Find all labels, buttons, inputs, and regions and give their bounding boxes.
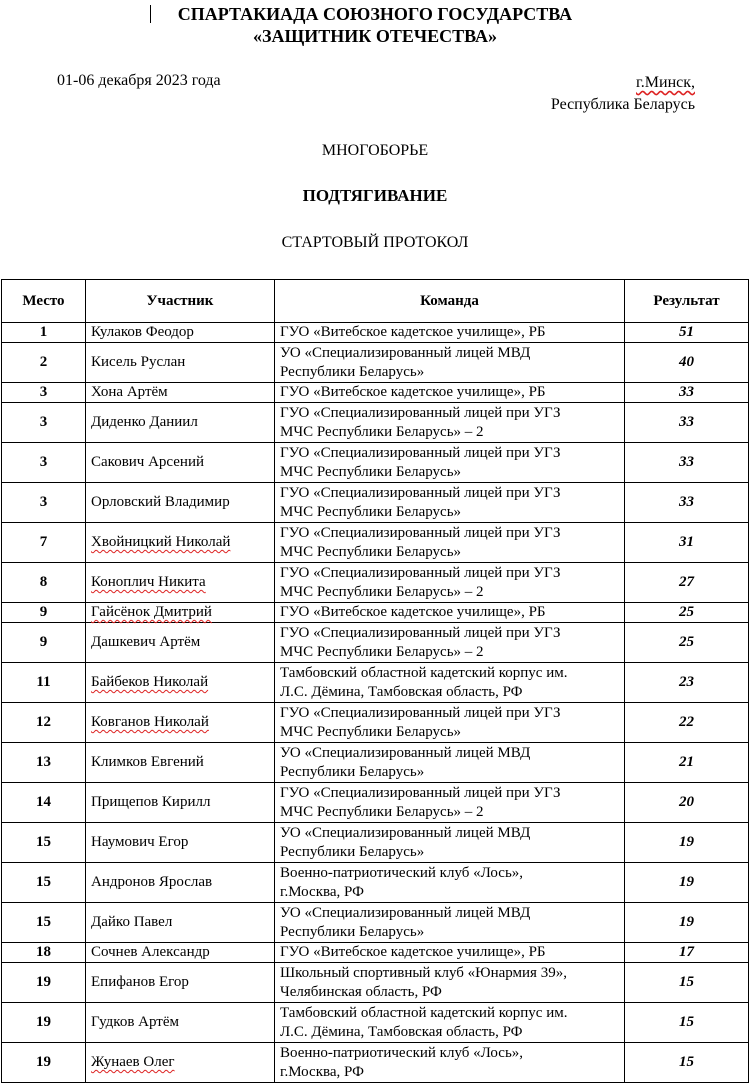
table-row (2, 663, 749, 703)
table-row (2, 1043, 749, 1083)
cell-team (275, 963, 625, 1003)
table-row (2, 343, 749, 383)
participant-name: Орловский Владимир (91, 494, 230, 510)
participant-name: Жунаев Олег (91, 1054, 175, 1070)
cell-participant (86, 323, 275, 343)
team-line: ГУО «Витебское кадетское училище», РБ (280, 944, 546, 960)
cell-participant (86, 943, 275, 963)
column-header-team: Команда (275, 280, 625, 323)
cell-team (275, 343, 625, 383)
participant-name: Коноплич Никита (91, 574, 206, 590)
cell-result: 15 (625, 1003, 749, 1043)
cell-result: 15 (625, 1043, 749, 1083)
cell-place: 12 (2, 703, 86, 743)
team-line: МЧС Республики Беларусь» – 2 (280, 423, 484, 440)
table-row (2, 403, 749, 443)
cell-place: 2 (2, 343, 86, 383)
cell-result: 51 (625, 323, 749, 343)
table-row (2, 963, 749, 1003)
cell-team (275, 823, 625, 863)
cell-team (275, 1043, 625, 1083)
cell-participant (86, 623, 275, 663)
cell-team (275, 483, 625, 523)
table-row (2, 623, 749, 663)
team-line: Республики Беларусь» (280, 923, 425, 940)
team-line: МЧС Республики Беларусь» (280, 503, 462, 520)
cell-participant (86, 383, 275, 403)
team-line: г.Москва, РФ (280, 1063, 364, 1080)
team-line: ГУО «Витебское кадетское училище», РБ (280, 384, 546, 400)
participant-name: Андронов Ярослав (91, 874, 213, 890)
cell-team (275, 703, 625, 743)
participant-name: Наумович Егор (91, 834, 189, 850)
cell-team (275, 623, 625, 663)
participant-name: Кисель Руслан (91, 354, 186, 370)
table-row (2, 943, 749, 963)
team-line: УО «Специализированный лицей МВД (280, 904, 531, 921)
cell-participant (86, 823, 275, 863)
cell-result: 15 (625, 963, 749, 1003)
cell-participant (86, 483, 275, 523)
cell-team (275, 563, 625, 603)
cell-place: 8 (2, 563, 86, 603)
team-line: ГУО «Специализированный лицей при УГЗ (280, 404, 561, 421)
cell-place: 19 (2, 1003, 86, 1043)
cell-team (275, 443, 625, 483)
cell-place: 15 (2, 823, 86, 863)
team-line: Республики Беларусь» (280, 363, 425, 380)
cell-participant (86, 703, 275, 743)
team-line: ГУО «Специализированный лицей при УГЗ (280, 564, 561, 581)
cell-result: 33 (625, 383, 749, 403)
participant-name: Дашкевич Артём (91, 634, 201, 650)
team-line: МЧС Республики Беларусь» (280, 463, 462, 480)
column-header-result: Результат (625, 280, 749, 323)
participant-name: Ковганов Николай (91, 714, 209, 730)
participant-name: Климков Евгений (91, 754, 204, 770)
event-location (551, 72, 695, 116)
cell-result: 23 (625, 663, 749, 703)
cell-participant (86, 403, 275, 443)
team-line: ГУО «Специализированный лицей при УГЗ (280, 444, 561, 461)
cell-participant (86, 563, 275, 603)
cell-participant (86, 663, 275, 703)
cell-place: 15 (2, 903, 86, 943)
table-row (2, 383, 749, 403)
participant-name: Хона Артём (91, 384, 168, 400)
team-line: Военно-патриотический клуб «Лось», (280, 1044, 524, 1061)
cell-place: 3 (2, 403, 86, 443)
team-line: Республики Беларусь» (280, 843, 425, 860)
table-row (2, 903, 749, 943)
cell-result: 40 (625, 343, 749, 383)
column-header-place: Место (2, 280, 86, 323)
title-line-1: СПАРТАКИАДА СОЮЗНОГО ГОСУДАРСТВА (177, 4, 573, 24)
participant-name: Хвойницкий Николай (91, 534, 231, 550)
participant-name: Сочнев Александр (91, 944, 210, 960)
participant-name: Сакович Арсений (91, 454, 205, 470)
cell-place: 3 (2, 483, 86, 523)
cell-participant (86, 963, 275, 1003)
table-row (2, 443, 749, 483)
team-line: г.Москва, РФ (280, 883, 364, 900)
cell-result: 33 (625, 443, 749, 483)
table-row (2, 703, 749, 743)
table-row (2, 523, 749, 563)
cell-result: 25 (625, 623, 749, 663)
participant-name: Гудков Артём (91, 1014, 179, 1030)
table-row (2, 1003, 749, 1043)
cell-place: 13 (2, 743, 86, 783)
cell-team (275, 663, 625, 703)
cell-team (275, 603, 625, 623)
cell-result: 31 (625, 523, 749, 563)
table-row (2, 483, 749, 523)
cell-result: 17 (625, 943, 749, 963)
team-line: МЧС Республики Беларусь» (280, 543, 462, 560)
team-line: ГУО «Специализированный лицей при УГЗ (280, 784, 561, 801)
cell-team (275, 1003, 625, 1043)
participant-name: Кулаков Феодор (91, 324, 194, 340)
event-city: г.Минск, (636, 74, 695, 91)
table-row (2, 783, 749, 823)
team-line: ГУО «Витебское кадетское училище», РБ (280, 324, 546, 340)
cell-participant (86, 1043, 275, 1083)
cell-result: 19 (625, 903, 749, 943)
cell-result: 22 (625, 703, 749, 743)
participant-name: Дайко Павел (91, 914, 173, 930)
team-line: УО «Специализированный лицей МВД (280, 744, 531, 761)
team-line: Л.С. Дёмина, Тамбовская область, РФ (280, 1023, 523, 1040)
cell-team (275, 863, 625, 903)
protocol-heading: СТАРТОВЫЙ ПРОТОКОЛ (281, 234, 469, 251)
team-line: УО «Специализированный лицей МВД (280, 344, 531, 361)
table-row (2, 563, 749, 603)
cell-participant (86, 523, 275, 563)
cell-result: 33 (625, 403, 749, 443)
cell-result: 27 (625, 563, 749, 603)
team-line: ГУО «Специализированный лицей при УГЗ (280, 484, 561, 501)
table-row (2, 823, 749, 863)
cell-place: 18 (2, 943, 86, 963)
cell-participant (86, 443, 275, 483)
participant-name: Байбеков Николай (91, 674, 209, 690)
cell-result: 25 (625, 603, 749, 623)
cell-place: 1 (2, 323, 86, 343)
team-line: ГУО «Специализированный лицей при УГЗ (280, 624, 561, 641)
participant-name: Гайсёнок Дмитрий (91, 604, 212, 620)
title-line-2: «ЗАЩИТНИК ОТЕЧЕСТВА» (253, 26, 497, 46)
table-row (2, 603, 749, 623)
team-line: ГУО «Специализированный лицей при УГЗ (280, 704, 561, 721)
cell-participant (86, 1003, 275, 1043)
event-date: 01-06 декабря 2023 года (57, 72, 221, 89)
participant-name: Прищепов Кирилл (91, 794, 211, 810)
team-line: МЧС Республики Беларусь» – 2 (280, 803, 484, 820)
event-country: Республика Беларусь (550, 96, 695, 113)
cell-result: 33 (625, 483, 749, 523)
cell-place: 3 (2, 383, 86, 403)
cell-team (275, 523, 625, 563)
cell-team (275, 783, 625, 823)
team-line: ГУО «Витебское кадетское училище», РБ (280, 604, 546, 620)
team-line: МЧС Республики Беларусь» – 2 (280, 583, 484, 600)
table-row (2, 863, 749, 903)
results-table (1, 279, 749, 1083)
table-body (2, 323, 749, 1083)
team-line: Военно-патриотический клуб «Лось», (280, 864, 524, 881)
cell-team (275, 903, 625, 943)
cell-place: 15 (2, 863, 86, 903)
cell-place: 14 (2, 783, 86, 823)
cell-team (275, 383, 625, 403)
cell-participant (86, 603, 275, 623)
table-row (2, 743, 749, 783)
table-row (2, 323, 749, 343)
cell-place: 3 (2, 443, 86, 483)
team-line: МЧС Республики Беларусь» – 2 (280, 643, 484, 660)
participant-name: Диденко Даниил (91, 414, 198, 430)
cell-participant (86, 903, 275, 943)
cell-place: 9 (2, 623, 86, 663)
discipline-heading: ПОДТЯГИВАНИЕ (302, 186, 448, 205)
cell-team (275, 743, 625, 783)
team-line: Тамбовский областной кадетский корпус им. (280, 664, 568, 681)
team-line: Школьный спортивный клуб «Юнармия 39», (280, 964, 567, 981)
cell-team (275, 403, 625, 443)
document-title (0, 3, 750, 47)
cell-participant (86, 343, 275, 383)
participant-name: Епифанов Егор (91, 974, 189, 990)
cell-place: 11 (2, 663, 86, 703)
team-line: Челябинская область, РФ (280, 983, 442, 1000)
team-line: МЧС Республики Беларусь» (280, 723, 462, 740)
team-line: УО «Специализированный лицей МВД (280, 824, 531, 841)
cell-result: 21 (625, 743, 749, 783)
team-line: ГУО «Специализированный лицей при УГЗ (280, 524, 561, 541)
cell-participant (86, 863, 275, 903)
team-line: Республики Беларусь» (280, 763, 425, 780)
cell-result: 19 (625, 863, 749, 903)
cell-participant (86, 783, 275, 823)
cell-place: 19 (2, 963, 86, 1003)
cell-place: 19 (2, 1043, 86, 1083)
cell-team (275, 943, 625, 963)
team-line: Л.С. Дёмина, Тамбовская область, РФ (280, 683, 523, 700)
table-header-row (2, 280, 749, 323)
cell-participant (86, 743, 275, 783)
cell-place: 7 (2, 523, 86, 563)
column-header-participant: Участник (86, 280, 275, 323)
cell-team (275, 323, 625, 343)
cell-result: 20 (625, 783, 749, 823)
cell-result: 19 (625, 823, 749, 863)
team-line: Тамбовский областной кадетский корпус им. (280, 1004, 568, 1021)
sport-heading: МНОГОБОРЬЕ (321, 142, 429, 159)
cell-place: 9 (2, 603, 86, 623)
